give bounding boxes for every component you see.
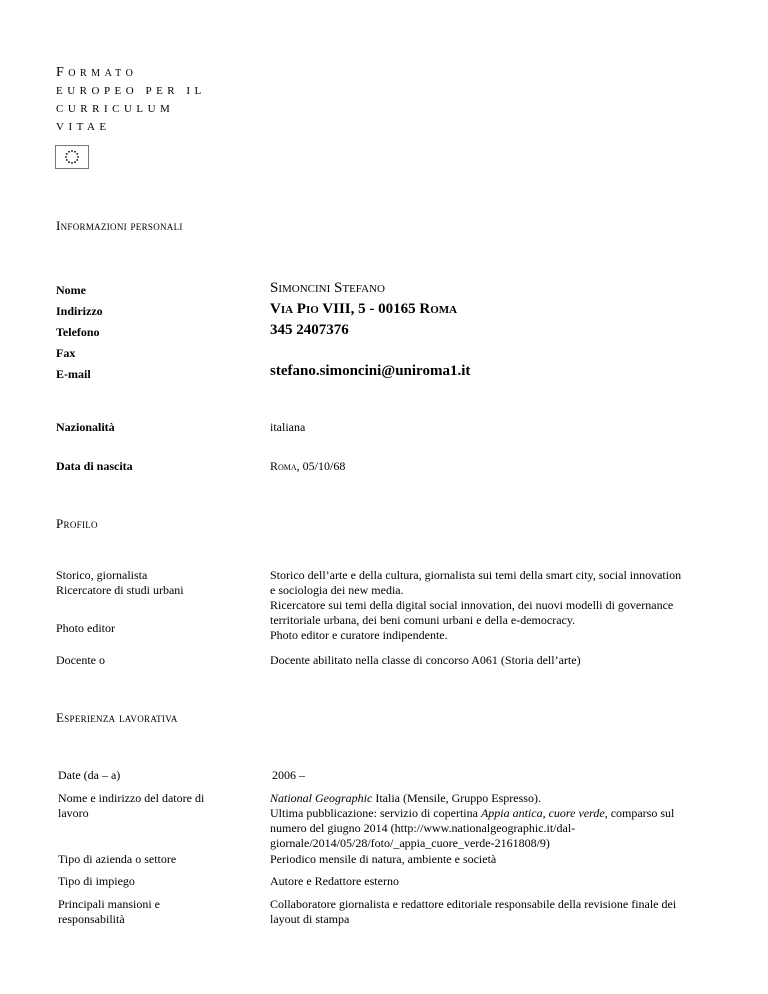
cv-title-line1: Formato (56, 65, 138, 80)
birth-date: , 05/10/68 (296, 459, 346, 473)
label-duties-line2: responsabilità (58, 912, 125, 926)
profile-teaching: Docente abilitato nella classe di concorso A061 (Storia dell’arte) (270, 653, 581, 667)
value-job: Autore e Redattore esterno (270, 874, 399, 888)
employer-name: National Geographic (270, 791, 373, 805)
profile-text-line: Ricercatore sui temi della digital social innovation, dei nuovi modelli di governance (270, 598, 674, 612)
value-duties (270, 897, 730, 927)
employer-line3: numero del giugno 2014 (http://www.nationalgeographic.it/dal- (270, 821, 576, 835)
value-date: 2006 – (272, 768, 305, 782)
eu-flag-icon (55, 145, 89, 169)
label-nome: Nome (56, 283, 86, 297)
value-email: stefano.simoncini@uniroma1.it (270, 363, 471, 379)
label-sector: Tipo di azienda o settore (58, 852, 177, 866)
birth-city: Roma (270, 459, 297, 473)
cv-title (56, 64, 206, 136)
label-nazionalita: Nazionalità (56, 420, 115, 434)
label-duties (58, 897, 228, 927)
pub-suffix: , comparso sul (604, 806, 675, 820)
value-indirizzo: Via Pio VIII, 5 - 00165 Roma (270, 301, 458, 317)
cv-title-line2: EUROPEO PER IL (56, 85, 206, 97)
label-data-nascita: Data di nascita (56, 459, 133, 473)
profile-label-4: Docente o (56, 653, 105, 667)
label-indirizzo: Indirizzo (56, 304, 103, 318)
label-employer-line1: Nome e indirizzo del datore di (58, 791, 205, 805)
employer-rest: Italia (Mensile, Gruppo Espresso). (372, 791, 541, 805)
label-job: Tipo di impiego (58, 874, 135, 888)
profile-text-line: territoriale urbana, dei beni comuni urbani e della e-democracy. (270, 613, 576, 627)
employer-line4: giornale/2014/05/28/foto/_appia_cuore_verde-2161808/9) (270, 836, 550, 850)
label-email: E-mail (56, 367, 91, 381)
value-data-nascita (270, 459, 730, 474)
profile-text-line: e sociologia dei new media. (270, 583, 404, 597)
label-fax: Fax (56, 346, 76, 360)
cv-title-line4: VITAE (56, 121, 111, 133)
label-date: Date (da – a) (58, 768, 121, 782)
section-title-profile: Profilo (56, 516, 98, 531)
pub-title: Appia antica, cuore verde (480, 806, 605, 820)
value-telefono: 345 2407376 (270, 322, 349, 338)
profile-text-line: Storico dell’arte e della cultura, giornalista sui temi della smart city, social innovation (270, 568, 682, 582)
pub-prefix: Ultima pubblicazione: servizio di copertina (270, 806, 481, 820)
section-title-experience: Esperienza lavorativa (56, 710, 178, 725)
employer-line2 (270, 806, 730, 821)
cv-title-line3: CURRICULUM (56, 103, 175, 115)
section-title-personal: Informazioni personali (56, 218, 183, 233)
profile-text-line: Photo editor e curatore indipendente. (270, 628, 448, 642)
value-employer (270, 791, 730, 851)
value-nome: Simoncini Stefano (270, 280, 385, 296)
duties-line1: Collaboratore giornalista e redattore editoriale responsabile della revisione finale dei (270, 897, 677, 911)
label-employer-line2: lavoro (58, 806, 89, 820)
label-employer (58, 791, 228, 821)
value-nazionalita: italiana (270, 420, 306, 434)
profile-label-2: Ricercatore di studi urbani (56, 583, 184, 597)
profile-label-1: Storico, giornalista (56, 568, 148, 582)
employer-line1 (270, 791, 730, 806)
duties-line2: layout di stampa (270, 912, 350, 926)
label-telefono: Telefono (56, 325, 100, 339)
value-sector: Periodico mensile di natura, ambiente e società (270, 852, 497, 866)
profile-text (270, 568, 730, 643)
profile-label-3: Photo editor (56, 621, 115, 635)
label-duties-line1: Principali mansioni e (58, 897, 160, 911)
